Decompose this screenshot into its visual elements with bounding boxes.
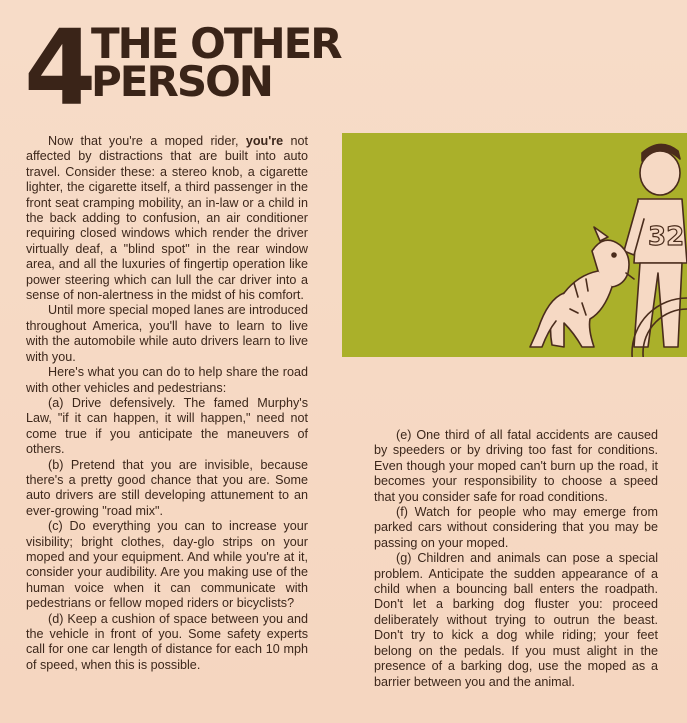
left-column (26, 134, 308, 673)
paragraph-share-road: Here's what you can do to help share the road with other vehicles and pedestrians: (26, 365, 308, 395)
list-item-c: (c) Do everything you can to increase your visibility; bright clothes, day-glo strips on your moped and your equipment. And while you're at it, consider your audibility. Are you making use of the human voice when it can communicate with pedestrians or fellow moped riders or bicyclists? (26, 519, 308, 611)
list-item-d: (d) Keep a cushion of space between you and the vehicle in front of you. Some safety experts call for one car length of distance for each 10 mph of speed, when this is possible. (26, 611, 308, 672)
list-item-f: (f) Watch for people who may emerge from parked cars without considering that you may be passing on your moped. (374, 505, 658, 550)
list-item-g: (g) Children and animals can pose a special problem. Anticipate the sudden appearance of a child when a bouncing ball enters the roadpath. Don't let a barking dog fluster you: proceed deliberately without trying to outrun the beast. Don't try to kick a dog while riding; your feet belong on the pedals. If you must alight in the presence of a barking dog, use the moped as a barrier between you and the animal. (374, 551, 658, 689)
paragraph-moped-lanes: Until more special moped lanes are introduced throughout America, you'll have to learn to live with the automobile while auto drivers learn to live with you. (26, 303, 308, 364)
list-item-e: (e) One third of all fatal accidents are caused by speeders or by driving too fast for conditions. Even though your moped can't burn up the road, it becomes your responsibility to choose a speed that you consider safe for road conditions. (374, 428, 658, 504)
chapter-title-line-1: THE OTHER (91, 19, 341, 68)
illustration-boy-with-dog (342, 133, 687, 357)
paragraph-intro: Now that you're a moped rider, you're not affected by distractions that are built into auto travel. Consider these: a stereo knob, a cigarette lighter, the cigarette itself, a third passenger in the front seat cramping mobility, an in-law or a child in the back adding to confusion, an air conditioner requiring closed windows which render the driver virtually deaf, a "blind spot" in the rear window area, and all the luxuries of fingertip operation like power steering which can lull the car driver into a sense of non-alertness in the midst of his comfort. (26, 134, 309, 303)
right-column (374, 428, 658, 690)
list-item-b: (b) Pretend that you are invisible, because there's a pretty good chance that you are. Some auto drivers are still developing attunement to an ever-growing "road mix". (26, 457, 308, 518)
chapter-title-line-2: PERSON (91, 57, 272, 106)
list-item-a: (a) Drive defensively. The famed Murphy's Law, "if it can happen, it will happen," need not come true if you anticipate the maneuvers of others. (26, 395, 308, 457)
shirt-number: 32 (648, 222, 685, 252)
chapter-number: 4 (24, 7, 93, 129)
boy-and-dog-drawing (342, 133, 687, 357)
